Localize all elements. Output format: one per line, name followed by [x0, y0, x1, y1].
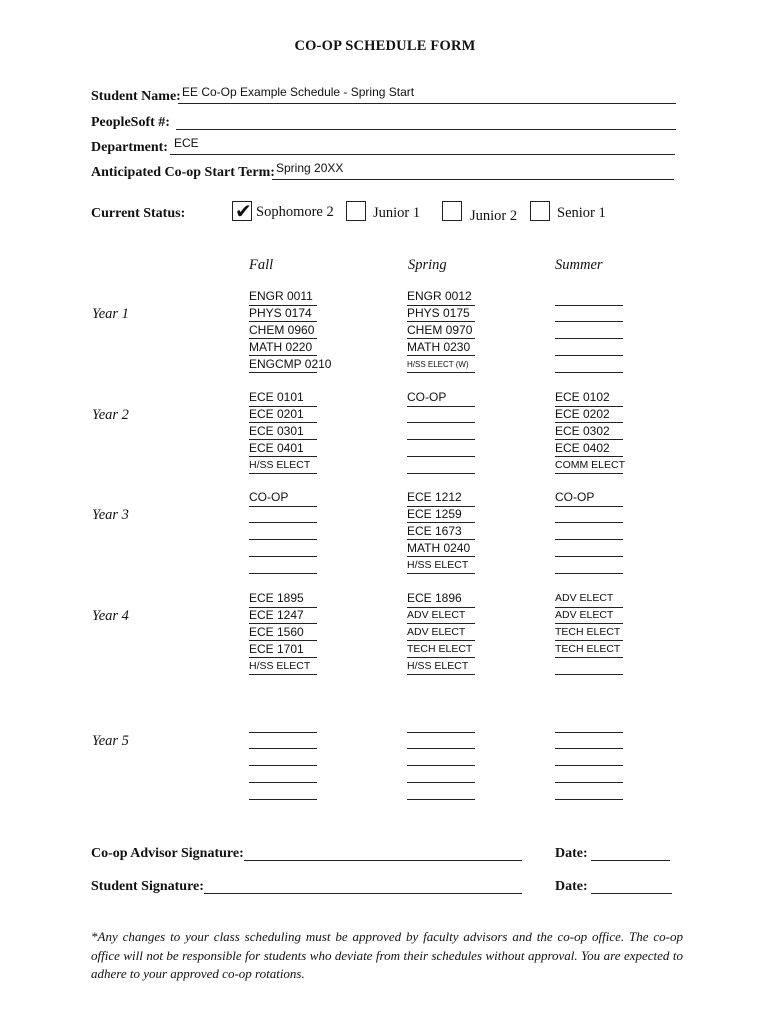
start-term-field[interactable] [272, 161, 674, 180]
course-cell-summer[interactable] [555, 733, 623, 750]
advisor-date-label: Date: [555, 846, 588, 861]
advisor-signature-field[interactable] [244, 846, 522, 861]
course-cell-fall[interactable]: ECE 1560 [249, 625, 317, 642]
department-value: ECE [174, 136, 199, 150]
course-cell-fall[interactable]: ECE 1247 [249, 608, 317, 625]
course-cell-summer[interactable]: ECE 0202 [555, 407, 623, 424]
status-label-junior-2: Junior 2 [470, 208, 518, 224]
course-cell-summer[interactable]: TECH ELECT [555, 642, 623, 659]
student-name-label: Student Name: [91, 89, 181, 104]
course-cell-spring[interactable]: ECE 1896 [407, 591, 475, 608]
column-heading-spring: Spring [408, 257, 447, 273]
course-cell-summer[interactable]: ECE 0402 [555, 441, 623, 458]
course-cell-summer[interactable] [555, 306, 623, 323]
course-cell-summer[interactable] [555, 659, 623, 676]
course-cell-summer[interactable]: COMM ELECT [555, 458, 623, 475]
current-status-label: Current Status: [91, 206, 186, 221]
course-cell-spring[interactable]: ECE 1259 [407, 507, 475, 524]
department-label: Department: [91, 140, 168, 155]
course-cell-fall[interactable]: ECE 0301 [249, 424, 317, 441]
course-cell-fall[interactable] [249, 524, 317, 541]
course-cell-fall[interactable] [249, 767, 317, 784]
course-cell-spring[interactable]: MATH 0240 [407, 541, 475, 558]
course-cell-fall[interactable] [249, 733, 317, 750]
student-date-field[interactable] [591, 879, 672, 894]
course-cell-spring[interactable] [407, 716, 475, 733]
department-field[interactable] [170, 136, 675, 155]
course-cell-summer[interactable] [555, 767, 623, 784]
student-date-label: Date: [555, 879, 588, 894]
course-cell-fall[interactable]: CHEM 0960 [249, 323, 317, 340]
column-heading-summer: Summer [555, 257, 603, 273]
course-cell-spring[interactable] [407, 441, 475, 458]
course-cell-spring[interactable]: TECH ELECT [407, 642, 475, 659]
course-cell-fall[interactable] [249, 784, 317, 801]
course-cell-summer[interactable] [555, 323, 623, 340]
student-name-value: EE Co-Op Example Schedule - Spring Start [182, 85, 415, 99]
course-cell-summer[interactable] [555, 784, 623, 801]
course-cell-summer[interactable] [555, 289, 623, 306]
status-checkbox-junior-1[interactable] [346, 201, 366, 221]
course-cell-spring[interactable]: H/SS ELECT [407, 558, 475, 575]
checkmark-icon: ✔ [235, 199, 252, 223]
status-checkbox-sophomore-2[interactable] [232, 201, 252, 221]
course-cell-spring[interactable] [407, 407, 475, 424]
student-signature-label: Student Signature: [91, 879, 204, 894]
course-cell-spring[interactable] [407, 458, 475, 475]
course-cell-fall[interactable]: ECE 0401 [249, 441, 317, 458]
course-cell-fall[interactable] [249, 716, 317, 733]
course-cell-spring[interactable]: ECE 1673 [407, 524, 475, 541]
course-cell-spring[interactable] [407, 784, 475, 801]
course-cell-summer[interactable] [555, 716, 623, 733]
course-cell-summer[interactable]: ADV ELECT [555, 591, 623, 608]
course-cell-spring[interactable]: PHYS 0175 [407, 306, 475, 323]
start-term-label: Anticipated Co-op Start Term: [91, 165, 275, 180]
course-cell-spring[interactable]: CO-OP [407, 390, 475, 407]
course-cell-fall[interactable] [249, 507, 317, 524]
course-cell-spring[interactable]: ECE 1212 [407, 490, 475, 507]
student-signature-field[interactable] [204, 879, 522, 894]
course-cell-spring[interactable]: ADV ELECT [407, 608, 475, 625]
course-cell-summer[interactable] [555, 541, 623, 558]
year-label: Year 2 [92, 407, 129, 423]
advisor-date-field[interactable] [591, 846, 670, 861]
year-label: Year 1 [92, 306, 129, 322]
course-cell-fall[interactable]: ENGCMP 0210 [249, 357, 317, 374]
status-checkbox-junior-2[interactable] [442, 201, 462, 221]
student-name-field[interactable] [178, 85, 676, 104]
course-cell-fall[interactable]: PHYS 0174 [249, 306, 317, 323]
start-term-value: Spring 20XX [276, 161, 344, 175]
course-cell-summer[interactable] [555, 357, 623, 374]
course-cell-summer[interactable] [555, 558, 623, 575]
course-cell-spring[interactable]: CHEM 0970 [407, 323, 475, 340]
course-cell-spring[interactable] [407, 424, 475, 441]
course-cell-fall[interactable]: ECE 1895 [249, 591, 317, 608]
course-cell-fall[interactable] [249, 541, 317, 558]
form-title: CO-OP SCHEDULE FORM [294, 38, 476, 54]
year-label: Year 4 [92, 608, 129, 624]
course-cell-spring[interactable]: ENGR 0012 [407, 289, 475, 306]
course-cell-fall[interactable] [249, 750, 317, 767]
course-cell-fall[interactable]: CO-OP [249, 490, 317, 507]
course-cell-summer[interactable]: ECE 0102 [555, 390, 623, 407]
status-label-junior-1: Junior 1 [373, 205, 421, 221]
course-cell-spring[interactable]: ADV ELECT [407, 625, 475, 642]
course-cell-spring[interactable]: H/SS ELECT [407, 659, 475, 676]
year-label: Year 3 [92, 507, 129, 523]
course-cell-fall[interactable]: ECE 0201 [249, 407, 317, 424]
advisor-signature-label: Co-op Advisor Signature: [91, 846, 244, 861]
course-cell-spring[interactable] [407, 733, 475, 750]
course-cell-summer[interactable]: CO-OP [555, 490, 623, 507]
course-cell-summer[interactable] [555, 507, 623, 524]
status-label-senior-1: Senior 1 [557, 205, 606, 221]
course-cell-fall[interactable]: H/SS ELECT [249, 659, 317, 676]
course-cell-fall[interactable]: ENGR 0011 [249, 289, 317, 306]
course-cell-fall[interactable] [249, 558, 317, 575]
column-heading-fall: Fall [249, 257, 274, 273]
status-checkbox-senior-1[interactable] [530, 201, 550, 221]
footnote: *Any changes to your class scheduling must be approved by faculty advisors and the co-op office. The co-op office will not be responsible for students who deviate from their schedules without approval. You are expected to adhere to your approved co-op rotations. [91, 929, 683, 981]
course-cell-fall[interactable]: ECE 1701 [249, 642, 317, 659]
status-label-sophomore-2: Sophomore 2 [256, 204, 334, 220]
course-cell-spring[interactable]: MATH 0230 [407, 340, 475, 357]
course-cell-summer[interactable]: ADV ELECT [555, 608, 623, 625]
course-cell-fall[interactable]: ECE 0101 [249, 390, 317, 407]
course-cell-summer[interactable] [555, 524, 623, 541]
course-cell-spring[interactable] [407, 750, 475, 767]
course-cell-spring[interactable]: H/SS ELECT (W) [407, 357, 475, 374]
course-cell-summer[interactable]: TECH ELECT [555, 625, 623, 642]
course-cell-spring[interactable] [407, 767, 475, 784]
peoplesoft-field[interactable] [176, 114, 676, 130]
course-cell-summer[interactable]: ECE 0302 [555, 424, 623, 441]
course-cell-fall[interactable]: MATH 0220 [249, 340, 317, 357]
course-cell-summer[interactable] [555, 750, 623, 767]
year-label: Year 5 [92, 733, 129, 749]
peoplesoft-label: PeopleSoft #: [91, 115, 170, 130]
course-cell-summer[interactable] [555, 340, 623, 357]
course-cell-fall[interactable]: H/SS ELECT [249, 458, 317, 475]
